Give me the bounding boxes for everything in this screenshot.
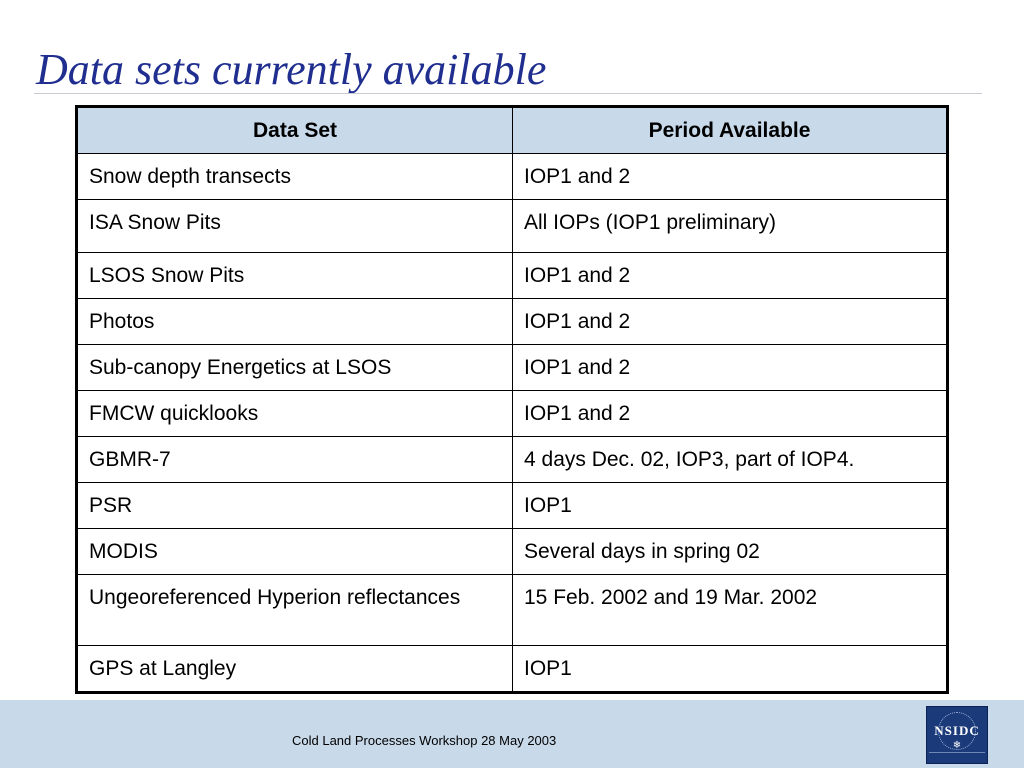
data-set-cell: MODIS bbox=[77, 529, 513, 575]
table-row bbox=[77, 437, 948, 483]
data-set-cell: GBMR-7 bbox=[77, 437, 513, 483]
period-cell: IOP1 and 2 bbox=[513, 391, 948, 437]
table-header-row bbox=[77, 107, 948, 154]
logo-text: NSIDC bbox=[934, 723, 980, 738]
table-row bbox=[77, 483, 948, 529]
data-set-cell: Photos bbox=[77, 299, 513, 345]
nsidc-logo bbox=[926, 706, 988, 764]
table-row bbox=[77, 253, 948, 299]
period-cell: IOP1 bbox=[513, 483, 948, 529]
data-set-cell: LSOS Snow Pits bbox=[77, 253, 513, 299]
period-cell: IOP1 bbox=[513, 646, 948, 693]
period-cell: IOP1 and 2 bbox=[513, 345, 948, 391]
data-set-cell: Snow depth transects bbox=[77, 154, 513, 200]
data-set-cell: GPS at Langley bbox=[77, 646, 513, 693]
table-row bbox=[77, 200, 948, 253]
slide-title: Data sets currently available bbox=[36, 45, 547, 94]
column-header-period-available: Period Available bbox=[513, 107, 948, 154]
table-row bbox=[77, 154, 948, 200]
table-row bbox=[77, 345, 948, 391]
period-cell: 4 days Dec. 02, IOP3, part of IOP4. bbox=[513, 437, 948, 483]
title-divider bbox=[34, 93, 982, 94]
table-row bbox=[77, 575, 948, 646]
data-sets-table bbox=[75, 105, 949, 694]
data-set-cell: ISA Snow Pits bbox=[77, 200, 513, 253]
logo-subtitle-band bbox=[929, 752, 985, 764]
period-cell: 15 Feb. 2002 and 19 Mar. 2002 bbox=[513, 575, 948, 646]
snowflake-icon: ❄ bbox=[952, 740, 962, 751]
column-header-data-set: Data Set bbox=[77, 107, 513, 154]
data-set-cell: PSR bbox=[77, 483, 513, 529]
table-row bbox=[77, 299, 948, 345]
table-row bbox=[77, 646, 948, 693]
period-cell: IOP1 and 2 bbox=[513, 154, 948, 200]
data-set-cell: Sub-canopy Energetics at LSOS bbox=[77, 345, 513, 391]
data-set-cell: Ungeoreferenced Hyperion reflectances bbox=[77, 575, 513, 646]
period-cell: IOP1 and 2 bbox=[513, 253, 948, 299]
footer-text: Cold Land Processes Workshop 28 May 2003 bbox=[292, 733, 557, 748]
data-set-cell: FMCW quicklooks bbox=[77, 391, 513, 437]
table-row bbox=[77, 529, 948, 575]
period-cell: Several days in spring 02 bbox=[513, 529, 948, 575]
period-cell: IOP1 and 2 bbox=[513, 299, 948, 345]
table-row bbox=[77, 391, 948, 437]
period-cell: All IOPs (IOP1 preliminary) bbox=[513, 200, 948, 253]
